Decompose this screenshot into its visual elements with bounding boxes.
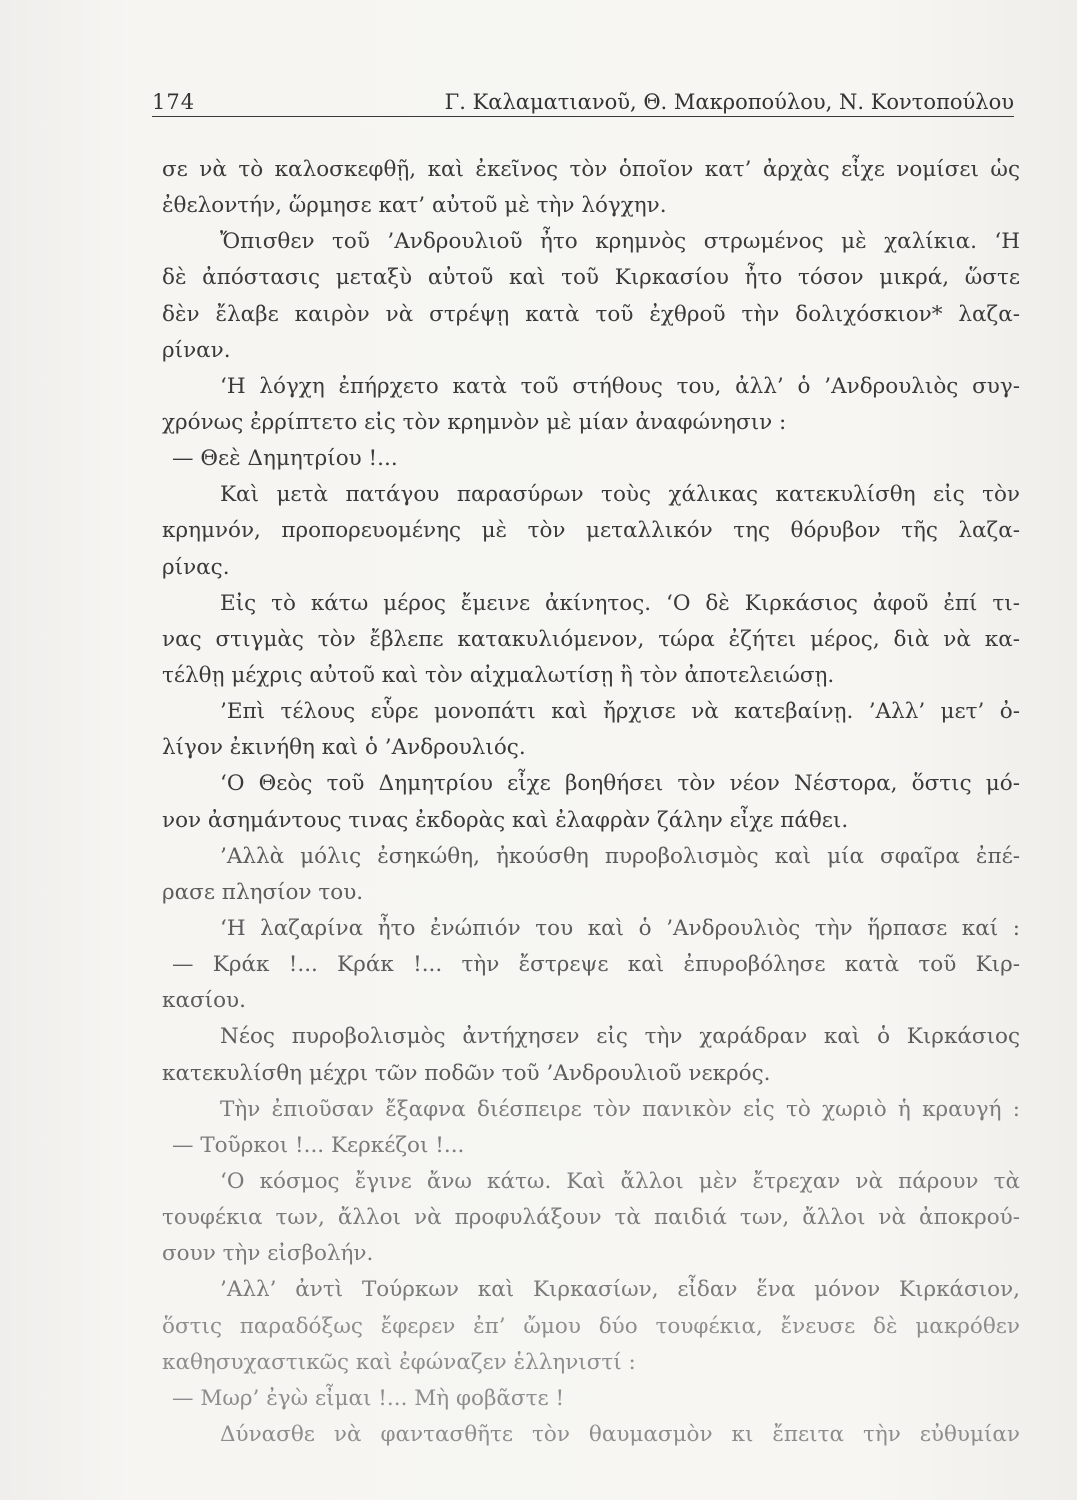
text-line: ‘Ο Θεὸς τοῦ Δημητρίου εἶχε βοηθήσει τὸν νέον Νέστορα, ὅστις μό- <box>220 771 1020 797</box>
text-line: Τὴν ἐπιοῦσαν ἔξαφνα διέσπειρε τὸν πανικὸν εἰς τὸ χωριὸ ἡ κραυγή : <box>220 1096 1020 1122</box>
text-line: ‘Η λόγχη ἐπήρχετο κατὰ τοῦ στήθους του, ἀλλ’ ὁ ’Ανδρουλιὸς συγ- <box>220 373 1020 399</box>
text-line: σουν τὴν εἰσβολήν. <box>162 1241 374 1267</box>
text-line: νον ἀσημάντους τινας ἐκδορὰς καὶ ἐλαφρὰν ζάλην εἶχε πάθει. <box>162 807 849 833</box>
text-line: καθησυχαστικῶς καὶ ἐφώναζεν ἑλληνιστί : <box>162 1349 636 1375</box>
body-text <box>162 152 1020 1453</box>
page-number: 174 <box>152 90 196 114</box>
text-line: ‘Ο κόσμος ἔγινε ἄνω κάτω. Καὶ ἄλλοι μὲν ἔτρεχαν νὰ πάρουν τὰ <box>220 1168 1020 1194</box>
text-line: κασίου. <box>162 988 246 1014</box>
text-line: νας στιγμὰς τὸν ἔβλεπε κατακυλιόμενον, τώρα ἐζήτει μέρος, διὰ νὰ κα- <box>162 626 1020 652</box>
text-line: — Θεὲ Δημητρίου !... <box>172 446 398 472</box>
text-line: κατεκυλίσθη μέχρι τῶν ποδῶν τοῦ ’Ανδρουλιοῦ νεκρός. <box>162 1060 771 1086</box>
text-line: λίγον ἐκινήθη καὶ ὁ ’Ανδρουλιός. <box>162 735 526 761</box>
text-line: σε νὰ τὸ καλοσκεφθῇ, καὶ ἐκεῖνος τὸν ὁποῖον κατ’ ἀρχὰς εἶχε νομίσει ὡς <box>162 157 1020 182</box>
text-line: δὲν ἔλαβε καιρὸν νὰ στρέψῃ κατὰ τοῦ ἐχθροῦ τὴν δολιχόσκιον* λαζα- <box>162 301 1020 327</box>
page-header <box>152 82 1014 117</box>
text-line: ’Επὶ τέλους εὗρε μονοπάτι καὶ ἤρχισε νὰ κατεβαίνῃ. ’Αλλ’ μετ’ ὀ- <box>220 699 1020 725</box>
text-line: Νέος πυροβολισμὸς ἀντήχησεν εἰς τὴν χαράδραν καὶ ὁ Κιρκάσιος <box>220 1024 1020 1050</box>
text-line: ’Αλλὰ μόλις ἐσηκώθη, ἠκούσθη πυροβολισμὸς καὶ μία σφαῖρα ἐπέ- <box>220 843 1020 869</box>
text-line: Ὄπισθεν τοῦ ’Ανδρουλιοῦ ἦτο κρημνὸς στρωμένος μὲ χαλίκια. ‘Η <box>220 229 1020 255</box>
text-line: ρασε πλησίον του. <box>162 879 364 905</box>
text-line: Εἰς τὸ κάτω μέρος ἔμεινε ἀκίνητος. ‘Ο δὲ Κιρκάσιος ἀφοῦ ἐπί τι- <box>220 590 1020 616</box>
text-line: τουφέκια των, ἄλλοι νὰ προφυλάξουν τὰ παιδιά των, ἄλλοι νὰ ἀποκρού- <box>162 1205 1020 1231</box>
text-line: δὲ ἀπόστασις μεταξὺ αὐτοῦ καὶ τοῦ Κιρκασίου ἦτο τόσον μικρά, ὥστε <box>162 265 1020 291</box>
text-line: ‘Η λαζαρίνα ἦτο ἐνώπιόν του καὶ ὁ ’Ανδρουλιὸς τὴν ἥρπασε καί : <box>220 915 1020 941</box>
text-line: κρημνόν, προπορευομένης μὲ τὸν μεταλλικόν της θόρυβον τῆς λαζα- <box>162 518 1020 544</box>
text-line: ὅστις παραδόξως ἔφερεν ἐπ’ ὤμου δύο τουφέκια, ἔνευσε δὲ μακρόθεν <box>162 1313 1020 1339</box>
text-line: τέλθῃ μέχρις αὐτοῦ καὶ τὸν αἰχμαλωτίσῃ ἢ τὸν ἀποτελειώσῃ. <box>162 662 835 688</box>
text-line: ρίνας. <box>162 554 230 580</box>
text-line: ἐθελοντήν, ὥρμησε κατ’ αὐτοῦ μὲ τὴν λόγχην. <box>162 193 667 219</box>
text-line: χρόνως ἐρρίπτετο εἰς τὸν κρημνὸν μὲ μίαν ἀναφώνησιν : <box>162 409 787 435</box>
text-line: Δύνασθε νὰ φαντασθῆτε τὸν θαυμασμὸν κι ἔπειτα τὴν εὐθυμίαν <box>220 1421 1020 1447</box>
running-head: Γ. Καλαματιανοῦ, Θ. Μακροπούλου, Ν. Κοντοπούλου <box>444 90 1014 114</box>
text-line: Καὶ μετὰ πατάγου παρασύρων τοὺς χάλικας κατεκυλίσθη εἰς τὸν <box>220 482 1020 508</box>
text-line: ρίναν. <box>162 337 231 363</box>
text-line: — Κράκ !... Κράκ !... τὴν ἔστρεψε καὶ ἐπυροβόλησε κατὰ τοῦ Κιρ- <box>172 952 1020 978</box>
text-line: — Τοῦρκοι !... Κερκέζοι !... <box>172 1132 465 1158</box>
text-line: ’Αλλ’ ἀντὶ Τούρκων καὶ Κιρκασίων, εἶδαν ἕνα μόνον Κιρκάσιον, <box>220 1277 1020 1303</box>
text-line: — Μωρ’ ἐγὼ εἶμαι !... Μὴ φοβᾶστε ! <box>172 1385 565 1411</box>
